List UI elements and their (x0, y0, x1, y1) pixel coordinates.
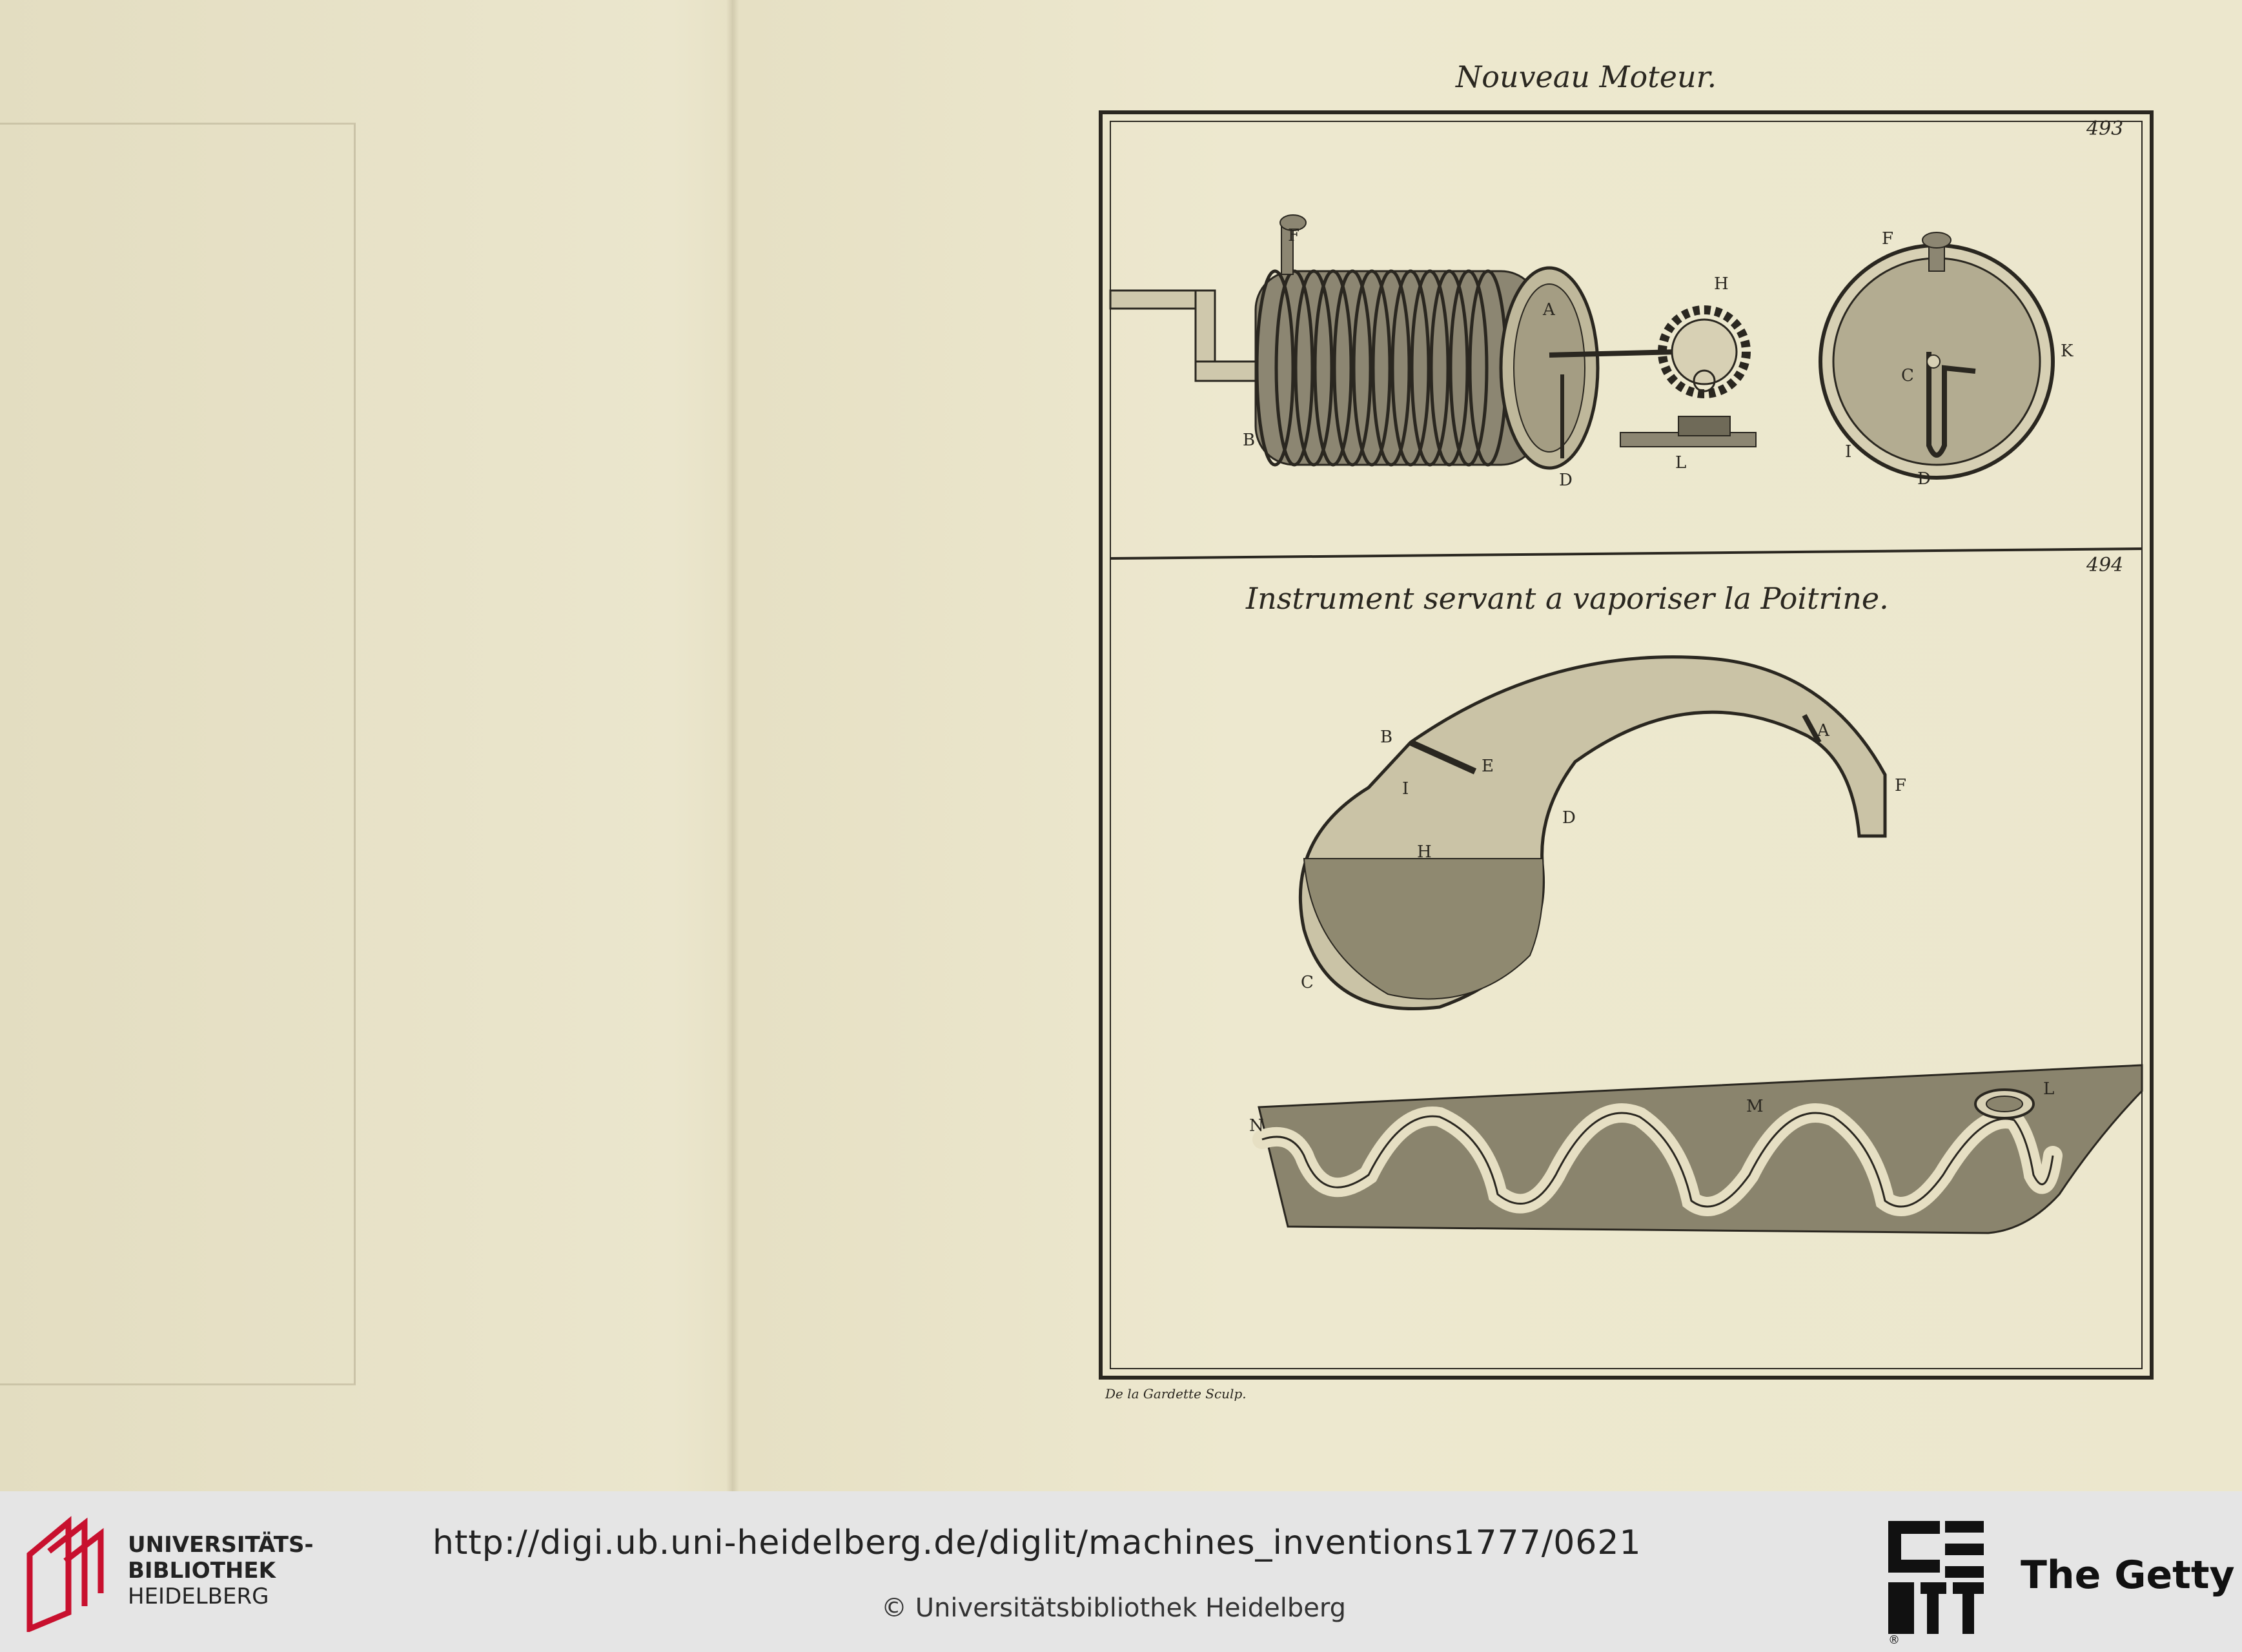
permalink-url[interactable]: http://digi.ub.uni-heidelberg.de/diglit/machines_inventions1777/0621 (433, 1524, 1642, 1562)
flask-label-c: C (1301, 973, 1314, 992)
ub-name-line1: UNIVERSITÄTS- (128, 1532, 314, 1558)
flask-label-f: F (1895, 776, 1907, 795)
coil-label-m: M (1746, 1097, 1764, 1116)
footer-bar (0, 1491, 2242, 1652)
flask-label-h: H (1417, 842, 1432, 862)
getty-name: The Getty (2021, 1553, 2235, 1598)
flask-label-a: A (1817, 721, 1829, 740)
plate-bottom-title: Instrument servant a vaporiser la Poitrine. (1246, 581, 1889, 616)
motor-label-h: H (1714, 274, 1729, 294)
motor-label-a: A (1543, 300, 1555, 320)
wheel-figure (1820, 232, 2053, 478)
ub-name-line2: BIBLIOTHEK (128, 1558, 276, 1584)
plate-top-number: 493 (2086, 117, 2124, 140)
wheel-label-f: F (1882, 229, 1894, 249)
flask-figure (1300, 657, 1885, 1009)
coil-label-n: N (1249, 1116, 1264, 1136)
motor-label-l: L (1675, 453, 1687, 473)
flask-label-b: B (1380, 728, 1393, 747)
wheel-label-i: I (1845, 442, 1852, 462)
coil-figure (1259, 1065, 2142, 1233)
getty-logo-icon[interactable] (1888, 1514, 1985, 1644)
plate-divider (1110, 549, 2142, 558)
flask-label-i: I (1402, 779, 1409, 799)
ub-name-line3: HEIDELBERG (128, 1584, 269, 1609)
flask-label-d: D (1562, 808, 1576, 828)
plate-top-title: Nouveau Moteur. (1456, 59, 1717, 94)
motor-label-b: B (1243, 431, 1256, 450)
getty-registered-mark: ® (1888, 1633, 1900, 1644)
wheel-label-k: K (2061, 342, 2074, 361)
coil-label-l: L (2043, 1079, 2055, 1099)
motor-label-f: F (1288, 226, 1300, 245)
flask-label-e: E (1482, 757, 1494, 776)
ub-heidelberg-logo-icon[interactable] (23, 1516, 120, 1632)
wheel-label-d: D (1917, 469, 1931, 489)
wheel-label-c: C (1901, 366, 1914, 385)
copyright-notice: © Universitätsbibliothek Heidelberg (881, 1593, 1347, 1623)
engraver-credit: De la Gardette Sculp. (1105, 1386, 1247, 1402)
motor-figure (1110, 215, 1756, 468)
plate-bottom-number: 494 (2086, 554, 2124, 576)
motor-label-d: D (1559, 471, 1573, 490)
